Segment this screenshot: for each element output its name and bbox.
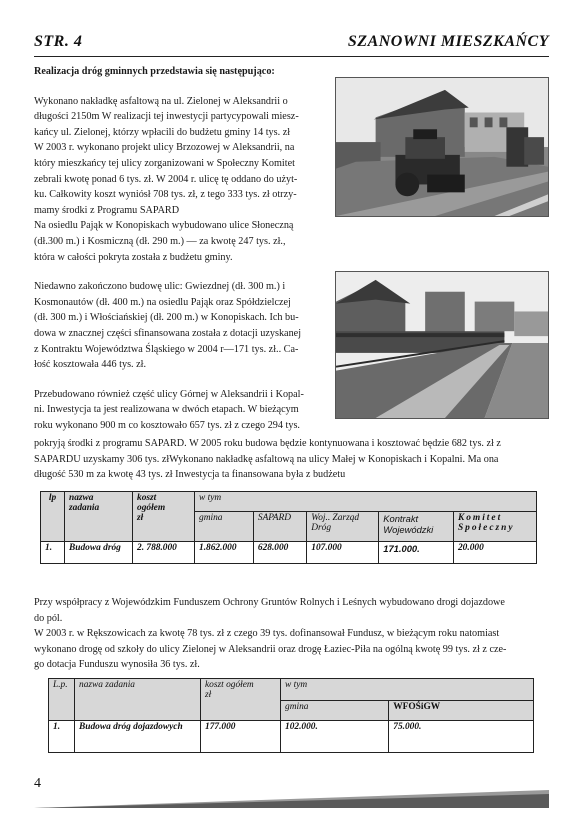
cell-gmina: 102.000.: [281, 721, 389, 753]
newsletter-title: SZANOWNI MIESZKAŃCY: [347, 33, 549, 50]
cell-name: Budowa dróg: [65, 542, 133, 564]
cell-komitet: 20.000: [453, 542, 536, 564]
cell-name: Budowa dróg dojazdowych: [75, 721, 201, 753]
road-roller-image: [336, 78, 548, 216]
paragraph-gorna: Przebudowano również część ulicy Górnej w Aleksandrii i Kopal- ni. Inwestycja ta jest realizowana w dwóch etapach. W bieżącym roku wykonano 900 m co kosztowało 657 tys. zł z czego 294 tys.: [34, 388, 304, 431]
col-header-lp: lp: [41, 492, 65, 542]
section2-text: [34, 595, 554, 673]
section1-text: [34, 64, 334, 433]
section1-continuation: [34, 436, 554, 483]
cell-sapard: 628.000: [253, 542, 306, 564]
col-header-gmina: gmina: [195, 512, 254, 542]
col-header-gmina: gmina: [281, 701, 389, 721]
wet-road-image: [336, 272, 548, 418]
col-header-wtym: w tym: [195, 492, 537, 512]
col-header-wfos: WFOŚiGW: [389, 701, 534, 721]
cell-kontrakt: 171.000.: [379, 542, 454, 564]
col-header-name: nazwa zadania: [75, 679, 201, 721]
page-header: [34, 33, 549, 55]
page-number: 4: [34, 776, 41, 791]
cell-lp: 1.: [49, 721, 75, 753]
cell-woj: 107.000: [307, 542, 379, 564]
col-header-wtym: w tym: [281, 679, 534, 701]
col-header-sapard: SAPARD: [253, 512, 306, 542]
header-divider: [34, 56, 549, 57]
paragraph-gorna-cont: pokryją środki z programu SAPARD. W 2005 roku budowa będzie kontynuowana i kosztować będzie 682 tys. zł z SAPARDU uzyskamy 306 tys. złWykonano nakładkę asfaltową na ulicy Małej w Konopiskach i Kopalni. Ma ona długość 530 m za kwotę 43 tys. zł Inwestycja ta finansowana była z budżetu: [34, 438, 501, 481]
paragraph-gwiezdna: Niedawno zakończono budowę ulic: Gwiezdnej (dł. 300 m.) i Kosmonautów (dł. 400 m.) na osiedlu Pająk oraz Spółdzielczej (dł. 300 m.) i Włościańskiej (dł. 200 m.) w Konopiskach. Ich bu- dowa w znacznej części sfinansowana została z dotacji uzyskanej z Kontraktu Województwa Śląskiego w 2004 r—171 tys. zł.. Ca- łość kosztowała 446 tys. zł.: [34, 281, 302, 371]
paragraph-wfos: Przy współpracy z Wojewódzkim Funduszem Ochrony Gruntów Rolnych i Leśnych wybudowano drogi dojazdowe do pól. W 2003 r. w Rększowicach za kwotę 78 tys. zł z czego 39 tys. dofinansował Fundusz, w bieżącym roku natomiast wykonano drogę od szkoły do ulicy Zielonej w Aleksandrii oraz drogę Łaziec-Piła na ogólną kwotę 99 tys. zł z cze- go dotacja Funduszu wynosiła 36 tys. zł.: [34, 597, 507, 671]
road-roller-photo: [335, 77, 549, 217]
cell-cost: 2. 788.000: [133, 542, 195, 564]
col-header-cost: koszt ogółem zł: [133, 492, 195, 542]
col-header-kontrakt: Kontrakt Wojewódzki: [379, 512, 454, 542]
costs-table-roads: [40, 491, 537, 564]
col-header-komitet: Komitet Społeczny: [453, 512, 536, 542]
col-header-cost: koszt ogółem zł: [201, 679, 281, 721]
cell-gmina: 1.862.000: [195, 542, 254, 564]
section-heading: Realizacja dróg gminnych przedstawia się następująco:: [34, 66, 275, 77]
paragraph-zielona: Wykonano nakładkę asfaltową na ul. Zielonej w Aleksandrii o długości 2150m W realizacji tej inwestycji partycypowali miesz- kańcy ul. Zielonej, którzy wpłacili do budżetu gminy 14 tys. zł W 2003 r. wykonano projekt ulicy Brzozowej w Aleksandrii, na który mieszkańcy tej ulicy zorganizowani w Społeczny Komitet zebrali kwotę ponad 6 tys. zł. W 2004 r. ulicę tę oddano do użyt- ku. Całkowity koszt wyniósł 708 tys. zł, z tego 333 tys. zł otrzy- mamy środki z Programu SAPARD Na osiedlu Pająk w Konopiskach wybudowano ulice Słoneczną (dł.300 m.) i Kosmiczną (dł. 290 m.) — za kwotę 247 tys. zł., która w całości pokryta została z budżetu gminy.: [34, 95, 299, 263]
col-header-name: nazwa zadania: [65, 492, 133, 542]
col-header-woj: Woj.. Zarząd Dróg: [307, 512, 379, 542]
costs-table-access-roads: [48, 678, 534, 753]
cell-lp: 1.: [41, 542, 65, 564]
cell-wfos: 75.000.: [389, 721, 534, 753]
cell-cost: 177.000: [201, 721, 281, 753]
col-header-lp: L.p.: [49, 679, 75, 721]
footer-decoration: [0, 780, 583, 810]
page-label: STR. 4: [34, 33, 83, 50]
wet-road-photo: [335, 271, 549, 419]
